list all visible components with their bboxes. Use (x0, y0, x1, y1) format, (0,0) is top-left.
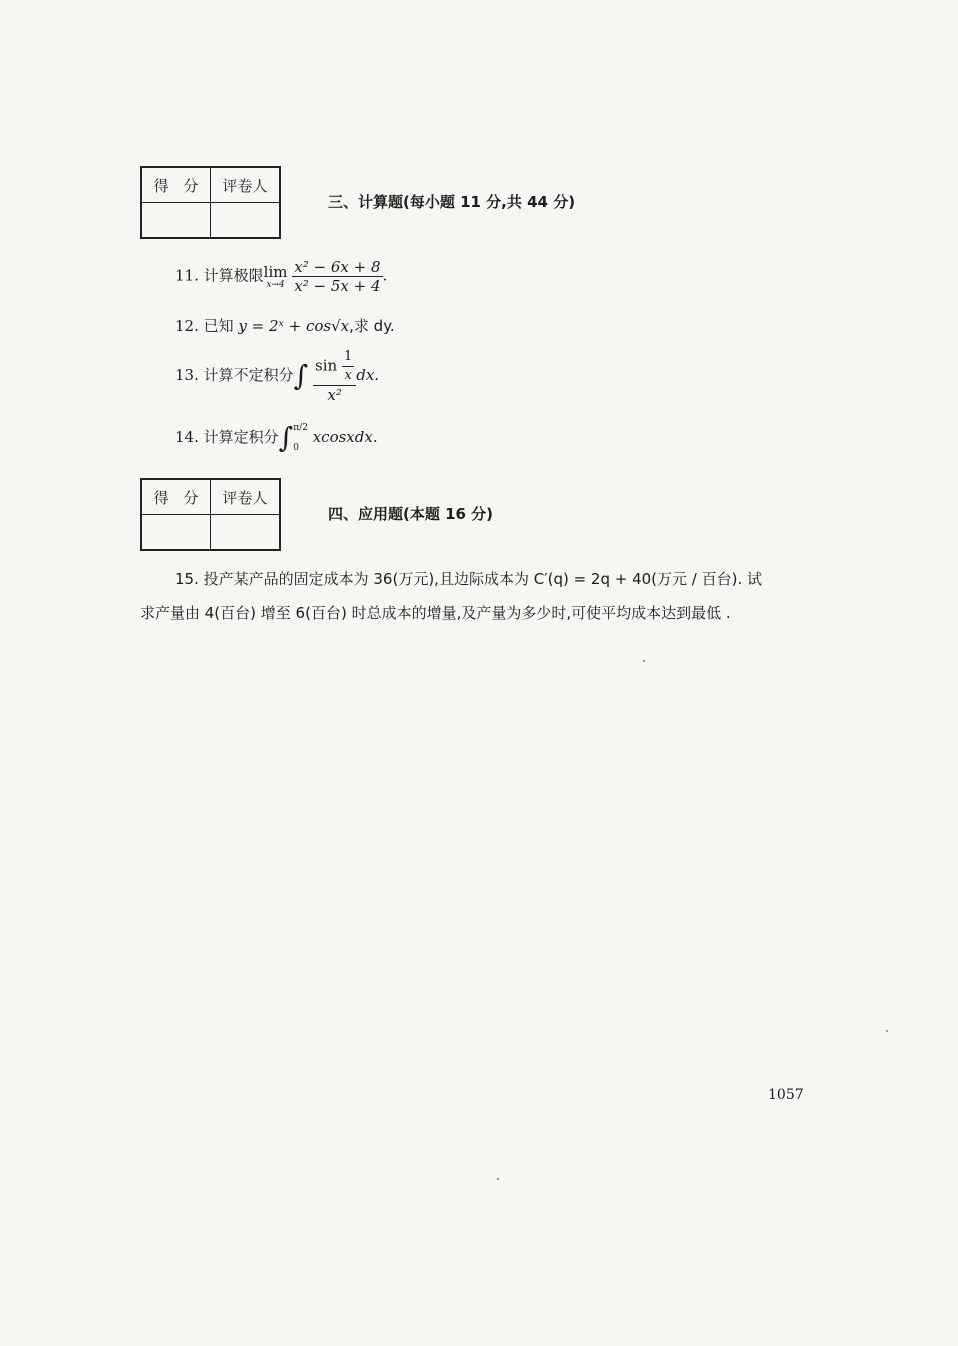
question-11: 11. 计算极限 lim x→4 $\frac{\text{x² − 6x + 8}}{\text{x² − 5x + 4}}$ . (175, 258, 388, 295)
fraction-denominator: x² (327, 386, 342, 404)
score-cell[interactable] (141, 515, 211, 551)
question-text: 计算定积分 (203, 428, 279, 446)
section-3-title: 三、计算题(每小题 11 分,共 44 分) (328, 193, 576, 211)
score-box-1 (140, 166, 281, 239)
grader-label: 评卷人 (211, 479, 281, 515)
question-text: 计算不定积分 (203, 366, 294, 384)
integral-sign: ∫ (278, 421, 294, 454)
page-number: 1057 (768, 1087, 804, 1103)
question-12 (175, 315, 395, 336)
integrand-fraction (313, 348, 356, 404)
question-13 (175, 348, 379, 404)
differential: dx. (356, 366, 380, 384)
question-number: 13. (175, 366, 199, 384)
integral-sign: ∫ (293, 359, 309, 392)
grader-label: 评卷人 (211, 167, 281, 203)
score-cell[interactable] (141, 203, 211, 239)
limit-operator: lim x→4 (263, 262, 288, 290)
score-box-2 (140, 478, 281, 551)
question-14 (175, 422, 378, 454)
scan-speck (643, 660, 645, 662)
scan-speck (497, 1178, 499, 1180)
question-number: 12. (175, 317, 199, 335)
fraction-numerator: x² − 6x + 8 (294, 258, 381, 276)
scan-speck (886, 1030, 888, 1032)
question-number: 11. (175, 266, 199, 285)
integrand: xcosxdx. (312, 428, 378, 446)
limit-fraction (292, 258, 382, 295)
question-15-line-2: 求产量由 4(百台) 增至 6(百台) 时总成本的增量,及产量为多少时,可使平均成本达到最低 . (140, 604, 731, 622)
section-4-title: 四、应用题(本题 16 分) (328, 505, 494, 523)
question-number: 14. (175, 428, 199, 446)
formula: y = 2ˣ + cos√x (238, 317, 350, 335)
fraction-numerator: sin $\frac{1}{x}$ (313, 348, 356, 386)
question-text: 已知 (203, 317, 234, 335)
grader-cell[interactable] (211, 203, 281, 239)
question-15-line-1: 15. 投产某产品的固定成本为 36(万元),且边际成本为 C′(q) = 2q + 40(万元 / 百台). 试 (175, 570, 763, 588)
integral-limits: π/2 0 (293, 423, 308, 453)
question-tail: ,求 dy. (349, 317, 395, 335)
fraction-denominator: x² − 5x + 4 (294, 277, 381, 295)
question-text: 计算极限 (203, 266, 264, 285)
question-15 (140, 562, 820, 630)
grader-cell[interactable] (211, 515, 281, 551)
score-label: 得 分 (141, 479, 211, 515)
score-label: 得 分 (141, 167, 211, 203)
